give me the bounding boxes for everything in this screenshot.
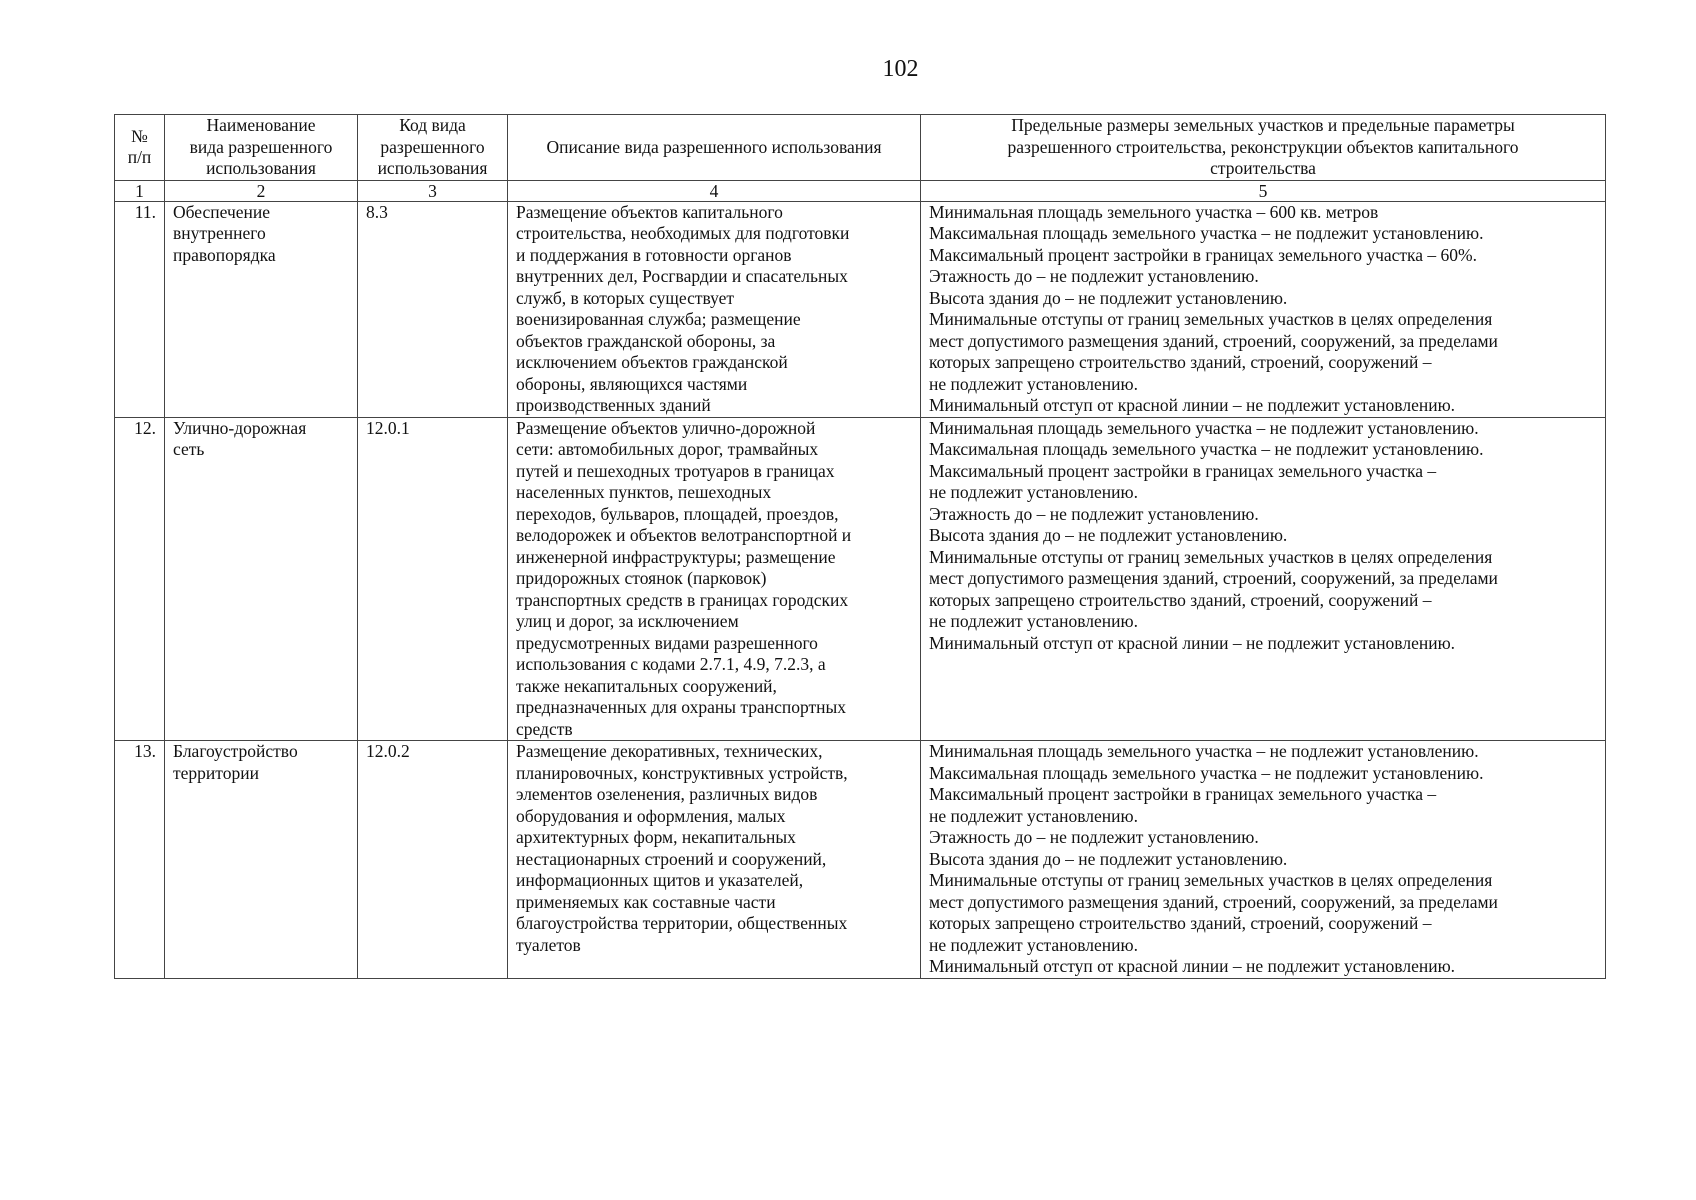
description-line: улиц и дорог, за исключением	[516, 611, 739, 631]
header-description	[508, 115, 921, 181]
header-line: вида разрешенного	[189, 136, 333, 157]
parameter-line: Минимальная площадь земельного участка – не подлежит установлению.	[929, 741, 1479, 761]
description-line: объектов гражданской обороны, за	[516, 330, 776, 351]
header-params	[921, 115, 1606, 181]
use-type-description	[508, 741, 921, 979]
description-line: военизированная служба; размещение	[516, 309, 801, 329]
description-line: использования с кодами 2.7.1, 4.9, 7.2.3, а	[516, 654, 826, 674]
parameter-line: Высота здания до – не подлежит установлению.	[929, 848, 1288, 869]
use-type-description	[508, 201, 921, 417]
description-line: Размещение декоративных, технических,	[516, 741, 823, 761]
name-line: внутреннего	[173, 223, 266, 243]
description-line: элементов озеленения, различных видов	[516, 784, 818, 804]
use-type-name	[165, 741, 358, 979]
header-line: использования	[377, 158, 488, 178]
parameter-line: Минимальные отступы от границ земельных участков в целях определения	[929, 546, 1493, 567]
table-row	[115, 417, 1606, 741]
parameter-line: не подлежит установлению.	[929, 611, 1138, 631]
header-name	[165, 115, 358, 181]
name-line: территории	[173, 762, 259, 783]
parameter-line: Этажность до – не подлежит установлению.	[929, 503, 1259, 524]
parameter-line: Минимальные отступы от границ земельных участков в целях определения	[929, 309, 1493, 329]
parameter-line: Максимальный процент застройки в границах земельного участка –	[929, 784, 1437, 804]
limit-parameters	[921, 201, 1606, 417]
parameter-line: Высота здания до – не подлежит установлению.	[929, 287, 1288, 308]
row-number: 11.	[115, 201, 165, 417]
parameter-line: Максимальная площадь земельного участка – не подлежит установлению.	[929, 439, 1484, 459]
header-num	[115, 115, 165, 181]
parameter-line: Минимальные отступы от границ земельных участков в целях определения	[929, 870, 1493, 890]
description-line: туалетов	[516, 934, 581, 955]
description-line: предусмотренных видами разрешенного	[516, 632, 818, 653]
parameter-line: Минимальный отступ от красной линии – не подлежит установлению.	[929, 395, 1456, 415]
name-line: Обеспечение	[173, 201, 271, 222]
table-body	[115, 201, 1606, 978]
description-line: обороны, являющихся частями	[516, 373, 748, 394]
use-type-code: 12.0.2	[358, 741, 508, 979]
parameter-line: не подлежит установлению.	[929, 934, 1138, 955]
description-line: производственных зданий	[516, 395, 711, 415]
header-code	[358, 115, 508, 181]
parameter-line: которых запрещено строительство зданий, строений, сооружений –	[929, 589, 1432, 610]
limit-parameters	[921, 417, 1606, 741]
description-line: архитектурных форм, некапитальных	[516, 827, 796, 847]
column-number: 1	[115, 180, 165, 201]
parameter-line: Максимальный процент застройки в границах земельного участка –	[929, 460, 1437, 481]
header-row	[115, 115, 1606, 181]
description-line: населенных пунктов, пешеходных	[516, 482, 772, 502]
column-number: 3	[358, 180, 508, 201]
parameter-line: мест допустимого размещения зданий, строений, сооружений, за пределами	[929, 891, 1498, 912]
description-line: оборудования и оформления, малых	[516, 805, 786, 826]
parameter-line: Минимальная площадь земельного участка – 600 кв. метров	[929, 201, 1379, 222]
parameter-line: которых запрещено строительство зданий, строений, сооружений –	[929, 913, 1432, 933]
description-line: Размещение объектов капитального	[516, 201, 783, 222]
parameter-line: Максимальный процент застройки в границах земельного участка – 60%.	[929, 244, 1478, 265]
land-use-table	[114, 114, 1606, 979]
header-line: п/п	[127, 147, 152, 168]
use-type-description	[508, 417, 921, 741]
row-number: 13.	[115, 741, 165, 979]
description-line: велодорожек и объектов велотранспортной и	[516, 525, 852, 545]
description-line: строительства, необходимых для подготовки	[516, 223, 850, 243]
name-line: правопорядка	[173, 244, 276, 265]
row-number: 12.	[115, 417, 165, 741]
use-type-code: 12.0.1	[358, 417, 508, 741]
column-number: 4	[508, 180, 921, 201]
header-line: Описание вида разрешенного использования	[546, 136, 882, 157]
description-line: Размещение объектов улично-дорожной	[516, 417, 816, 438]
header-line: №	[131, 125, 148, 146]
column-number: 2	[165, 180, 358, 201]
description-line: предназначенных для охраны транспортных	[516, 697, 847, 717]
description-line: служб, в которых существует	[516, 287, 735, 308]
description-line: благоустройства территории, общественных	[516, 913, 848, 933]
parameter-line: не подлежит установлению.	[929, 805, 1138, 826]
page-number: 102	[882, 56, 919, 82]
description-line: транспортных средств в границах городских	[516, 589, 849, 610]
parameter-line: Этажность до – не подлежит установлению.	[929, 266, 1259, 286]
description-line: путей и пешеходных тротуаров в границах	[516, 460, 835, 481]
parameter-line: не подлежит установлению.	[929, 373, 1138, 394]
header-line: разрешенного строительства, реконструкции объектов капитального	[1007, 136, 1519, 157]
description-line: также некапитальных сооружений,	[516, 675, 777, 696]
parameter-line: которых запрещено строительство зданий, строений, сооружений –	[929, 352, 1432, 372]
header-line: использования	[206, 158, 316, 178]
parameter-line: Минимальный отступ от красной линии – не подлежит установлению.	[929, 632, 1456, 653]
use-type-code: 8.3	[358, 201, 508, 417]
parameter-line: Максимальная площадь земельного участка – не подлежит установлению.	[929, 762, 1484, 783]
header-line: разрешенного	[380, 136, 485, 157]
description-line: исключением объектов гражданской	[516, 352, 788, 372]
limit-parameters	[921, 741, 1606, 979]
description-line: средств	[516, 718, 573, 739]
description-line: инженерной инфраструктуры; размещение	[516, 546, 836, 567]
description-line: придорожных стоянок (парковок)	[516, 568, 767, 588]
description-line: нестационарных строений и сооружений,	[516, 848, 827, 869]
description-line: планировочных, конструктивных устройств,	[516, 762, 848, 783]
header-line: Код вида	[399, 115, 466, 135]
header-line: строительства	[1210, 158, 1316, 178]
parameter-line: мест допустимого размещения зданий, строений, сооружений, за пределами	[929, 568, 1498, 588]
parameter-line: Минимальный отступ от красной линии – не подлежит установлению.	[929, 956, 1456, 976]
description-line: информационных щитов и указателей,	[516, 870, 804, 890]
description-line: внутренних дел, Росгвардии и спасательных	[516, 266, 848, 286]
column-number: 5	[921, 180, 1606, 201]
parameter-line: Минимальная площадь земельного участка – не подлежит установлению.	[929, 417, 1479, 438]
parameter-line: мест допустимого размещения зданий, строений, сооружений, за пределами	[929, 330, 1498, 351]
description-line: переходов, бульваров, площадей, проездов,	[516, 503, 839, 524]
description-line: и поддержания в готовности органов	[516, 244, 792, 265]
column-number-row	[115, 180, 1606, 201]
use-type-name	[165, 201, 358, 417]
name-line: сеть	[173, 439, 205, 459]
header-line: Предельные размеры земельных участков и предельные параметры	[1011, 115, 1515, 135]
parameter-line: Высота здания до – не подлежит установлению.	[929, 525, 1288, 545]
parameter-line: не подлежит установлению.	[929, 482, 1138, 502]
name-line: Благоустройство	[173, 741, 298, 761]
name-line: Улично-дорожная	[173, 417, 307, 438]
description-line: сети: автомобильных дорог, трамвайных	[516, 439, 819, 459]
parameter-line: Этажность до – не подлежит установлению.	[929, 827, 1259, 847]
use-type-name	[165, 417, 358, 741]
description-line: применяемых как составные части	[516, 891, 776, 912]
table-row	[115, 201, 1606, 417]
parameter-line: Максимальная площадь земельного участка – не подлежит установлению.	[929, 223, 1484, 243]
table-row	[115, 741, 1606, 979]
header-line: Наименование	[206, 115, 316, 135]
